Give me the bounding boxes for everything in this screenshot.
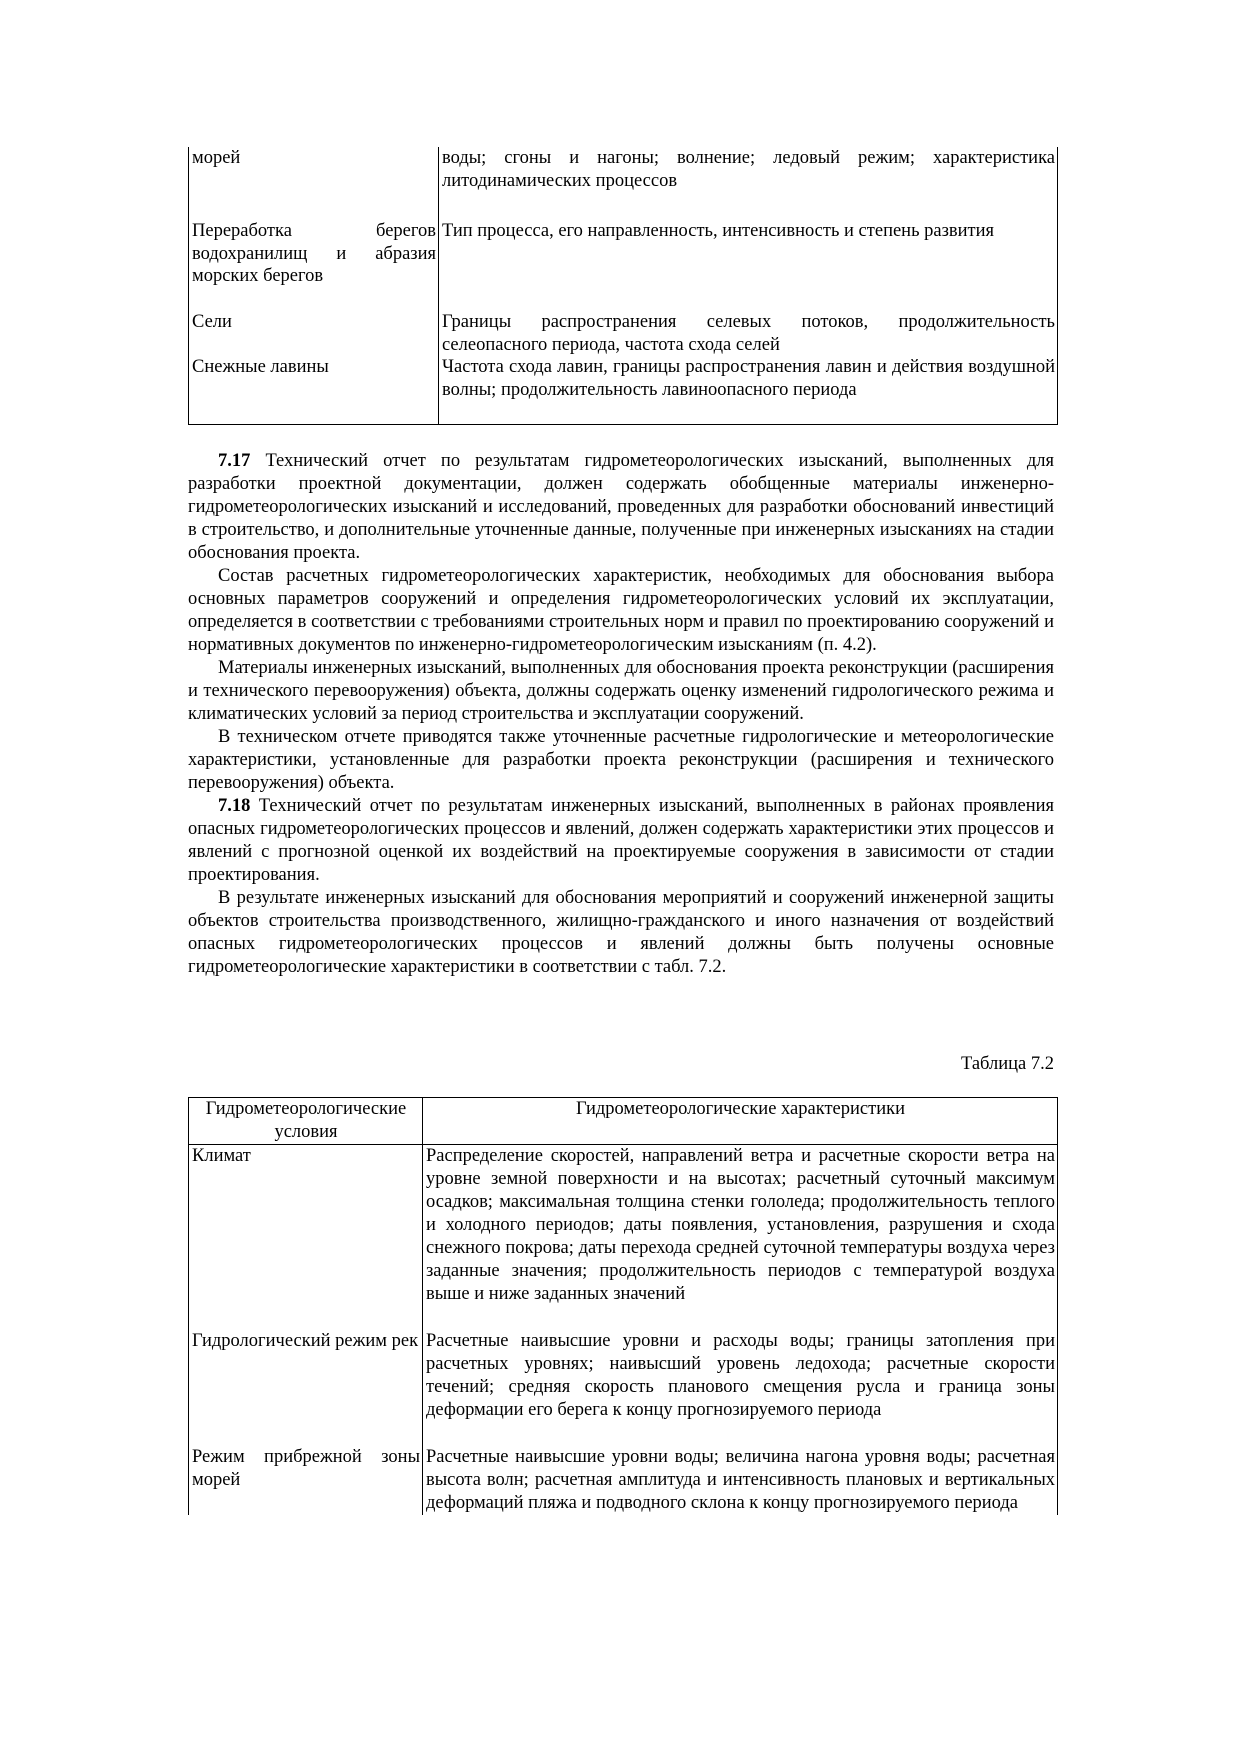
paragraph-text: Технический отчет по результатам гидрометеорологических изысканий, выполненных для разработки проектной документации, должен содержать обобщенные материалы инженерно-гидрометеорологических изысканий и исследований, проведенных для разработки обоснований инвестиций в строительство, и дополнительные уточненные данные, полученные при инженерных изысканиях на стадии обоснования проекта. <box>188 451 1054 563</box>
paragraph: В результате инженерных изысканий для обоснования мероприятий и сооружений инженерной защиты объектов строительства производственного, жилищно-гражданского и иного назначения от воздействий опасных гидрометеорологических процессов и явлений должны быть получены основные гидрометеорологические характеристики в соответствии с табл. 7.2. <box>188 888 1054 977</box>
table-row <box>189 1145 1058 1307</box>
table-cell-condition: Климат <box>189 1145 423 1307</box>
table-header-characteristics: Гидрометеорологические характеристики <box>423 1098 1058 1145</box>
table-row <box>189 220 1058 311</box>
paragraph-text: Технический отчет по результатам инженерных изысканий, выполненных в районах проявления опасных гидрометеорологических процессов и явлений, должен содержать характеристики этих процессов и явлений с прогнозной оценкой их воздействий на проектируемые сооружения в зависимости от стадии проектирования. <box>188 796 1054 885</box>
table-cell-condition: Снежные лавины <box>189 356 439 424</box>
table-caption: Таблица 7.2 <box>961 1054 1054 1074</box>
table-cell-condition: Сели <box>189 311 439 356</box>
table-row <box>189 1446 1058 1515</box>
paragraph: Материалы инженерных изысканий, выполненных для обоснования проекта реконструкции (расширения и технического перевооружения) объекта, должны содержать оценку изменений гидрологического режима и климатических условий за период строительства и эксплуатации сооружений. <box>188 658 1054 724</box>
table-cell-characteristics: воды; сгоны и нагоны; волнение; ледовый режим; характеристика литодинамических процессов <box>439 147 1058 220</box>
section-number: 7.17 <box>218 451 251 471</box>
paragraph-7-17 <box>188 450 1054 565</box>
table-cell-condition: Гидрологический режим рек <box>189 1330 423 1422</box>
table-spacer <box>189 1306 1058 1330</box>
paragraph: В техническом отчете приводятся также уточненные расчетные гидрологические и метеорологические характеристики, установленные для разработки проекта реконструкции (расширения и технического перевооружения) объекта. <box>188 727 1054 793</box>
table-7-2 <box>188 1097 1058 1515</box>
table-header-condition: Гидрометеорологические условия <box>189 1098 423 1145</box>
table-cell-condition: Режим прибрежной зоны морей <box>189 1446 423 1515</box>
table-cell-characteristics: Тип процесса, его направленность, интенсивность и степень развития <box>439 220 1058 311</box>
table-row <box>189 356 1058 424</box>
table-row <box>189 147 1058 220</box>
table-cell-characteristics: Распределение скоростей, направлений ветра и расчетные скорости ветра на уровне земной поверхности и на высотах; расчетный суточный максимум осадков; максимальная толщина стенки гололеда; продолжительность теплого и холодного периодов; даты появления, установления, разрушения и схода снежного покрова; даты перехода средней суточной температуры воздуха через заданные значения; продолжительность периодов с температурой воздуха выше и ниже заданных значений <box>423 1145 1058 1307</box>
section-number: 7.18 <box>218 796 251 816</box>
body-text <box>188 450 1054 979</box>
table-spacer <box>189 1422 1058 1446</box>
table-cell-characteristics: Частота схода лавин, границы распространения лавин и действия воздушной волны; продолжительность лавиноопасного периода <box>439 356 1058 424</box>
table-header-row <box>189 1098 1058 1145</box>
paragraph: Состав расчетных гидрометеорологических характеристик, необходимых для обоснования выбора основных параметров сооружений и определения гидрометеорологических условий их эксплуатации, определяется в соответствии с требованиями строительных норм и правил по проектированию сооружений и нормативных документов по инженерно-гидрометеорологическим изысканиям (п. 4.2). <box>188 566 1054 655</box>
table-cell-condition: морей <box>189 147 439 220</box>
table-cell-condition: Переработка берегов водохранилищ и абразия морских берегов <box>189 220 439 311</box>
table-row <box>189 1330 1058 1422</box>
table-cell-characteristics: Границы распространения селевых потоков, продолжительность селеопасного периода, частота схода селей <box>439 311 1058 356</box>
paragraph-7-18 <box>188 795 1054 887</box>
table-cell-characteristics: Расчетные наивысшие уровни и расходы воды; границы затопления при расчетных уровнях; наивысший уровень ледохода; расчетные скорости течений; средняя скорость планового смещения русла и граница зоны деформации его берега к концу прогнозируемого периода <box>423 1330 1058 1422</box>
table-row <box>189 311 1058 356</box>
table-cell-characteristics: Расчетные наивысшие уровни воды; величина нагона уровня воды; расчетная высота волн; расчетная амплитуда и интенсивность плановых и вертикальных деформаций пляжа и подводного склона к концу прогнозируемого периода <box>423 1446 1058 1515</box>
hazards-table-continuation <box>188 147 1058 425</box>
